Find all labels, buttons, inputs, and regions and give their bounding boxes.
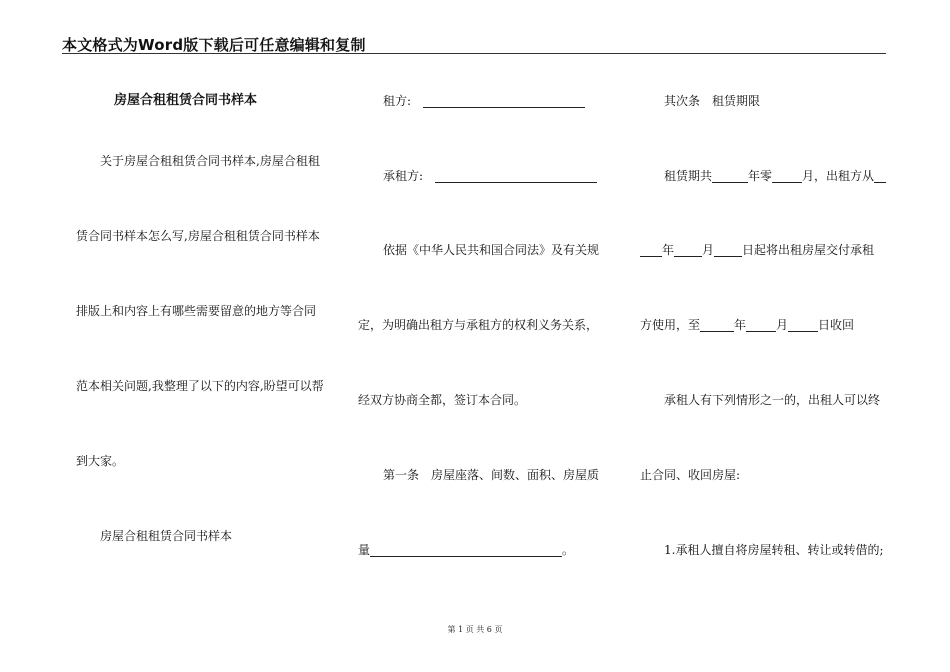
term-text: 年零 [748, 169, 773, 183]
article-1-continuation [358, 543, 574, 557]
term-text: 租赁期共 [664, 169, 713, 183]
term-line-3 [640, 318, 854, 332]
end-month-blank [746, 319, 776, 332]
lessor-label: 租方: [383, 94, 412, 108]
paragraph-line: 到大家。 [76, 454, 125, 468]
page-number-footer: 第 1 页 共 6 页 [447, 625, 503, 634]
list-item: 1.承租人擅自将房屋转租、转让或转借的; [664, 543, 884, 557]
lessor-field [383, 94, 585, 108]
property-blank [370, 544, 562, 557]
document-header-banner: 本文格式为Word版下载后可任意编辑和复制 [62, 36, 366, 54]
article-1-heading: 第一条 房屋座落、间数、面积、房屋质 [383, 468, 600, 482]
end-year-blank [700, 319, 734, 332]
section-subtitle: 房屋合租租赁合同书样本 [100, 529, 233, 543]
term-years-blank [712, 170, 748, 183]
header-divider [62, 53, 886, 54]
term-text: 方使用，至 [640, 318, 701, 332]
lessee-label: 承租方: [383, 169, 424, 183]
lessor-blank [423, 95, 585, 108]
lessee-blank [435, 170, 597, 183]
paragraph-line: 承租人有下列情形之一的，出租人可以终 [664, 393, 881, 407]
term-text: 月 [776, 318, 789, 332]
paragraph-line: 范本相关问题,我整理了以下的内容,盼望可以帮 [76, 379, 324, 393]
start-year-blank-cont [640, 244, 662, 257]
article-1-end: 。 [562, 543, 575, 557]
paragraph-line: 排版上和内容上有哪些需要留意的地方等合同 [76, 304, 317, 318]
article-2-heading: 其次条 租赁期限 [664, 94, 761, 108]
term-months-blank [772, 170, 802, 183]
lessee-field [383, 169, 597, 183]
paragraph-line: 经双方协商全都，签订本合同。 [358, 393, 527, 407]
term-text: 月 [702, 243, 715, 257]
paragraph-line: 依据《中华人民共和国合同法》及有关规 [383, 243, 600, 257]
start-year-blank [874, 170, 886, 183]
term-text: 年 [662, 243, 675, 257]
term-text: 年 [734, 318, 747, 332]
paragraph-line: 关于房屋合租租赁合同书样本,房屋合租租 [100, 154, 320, 168]
start-day-blank [714, 244, 742, 257]
paragraph-line: 赁合同书样本怎么写,房屋合租租赁合同书样本 [76, 229, 320, 243]
term-text: 日收回 [818, 318, 855, 332]
term-line-2 [640, 243, 874, 257]
term-text: 月，出租方从 [802, 169, 875, 183]
term-line-1 [664, 169, 886, 183]
term-text: 日起将出租房屋交付承租 [742, 243, 875, 257]
article-1-cont-text: 量 [358, 543, 371, 557]
paragraph-line: 定，为明确出租方与承租方的权利义务关系， [358, 318, 599, 332]
paragraph-line: 止合同、收回房屋: [640, 468, 741, 482]
document-title: 房屋合租租赁合同书样本 [114, 93, 258, 108]
start-month-blank [674, 244, 702, 257]
end-day-blank [788, 319, 818, 332]
